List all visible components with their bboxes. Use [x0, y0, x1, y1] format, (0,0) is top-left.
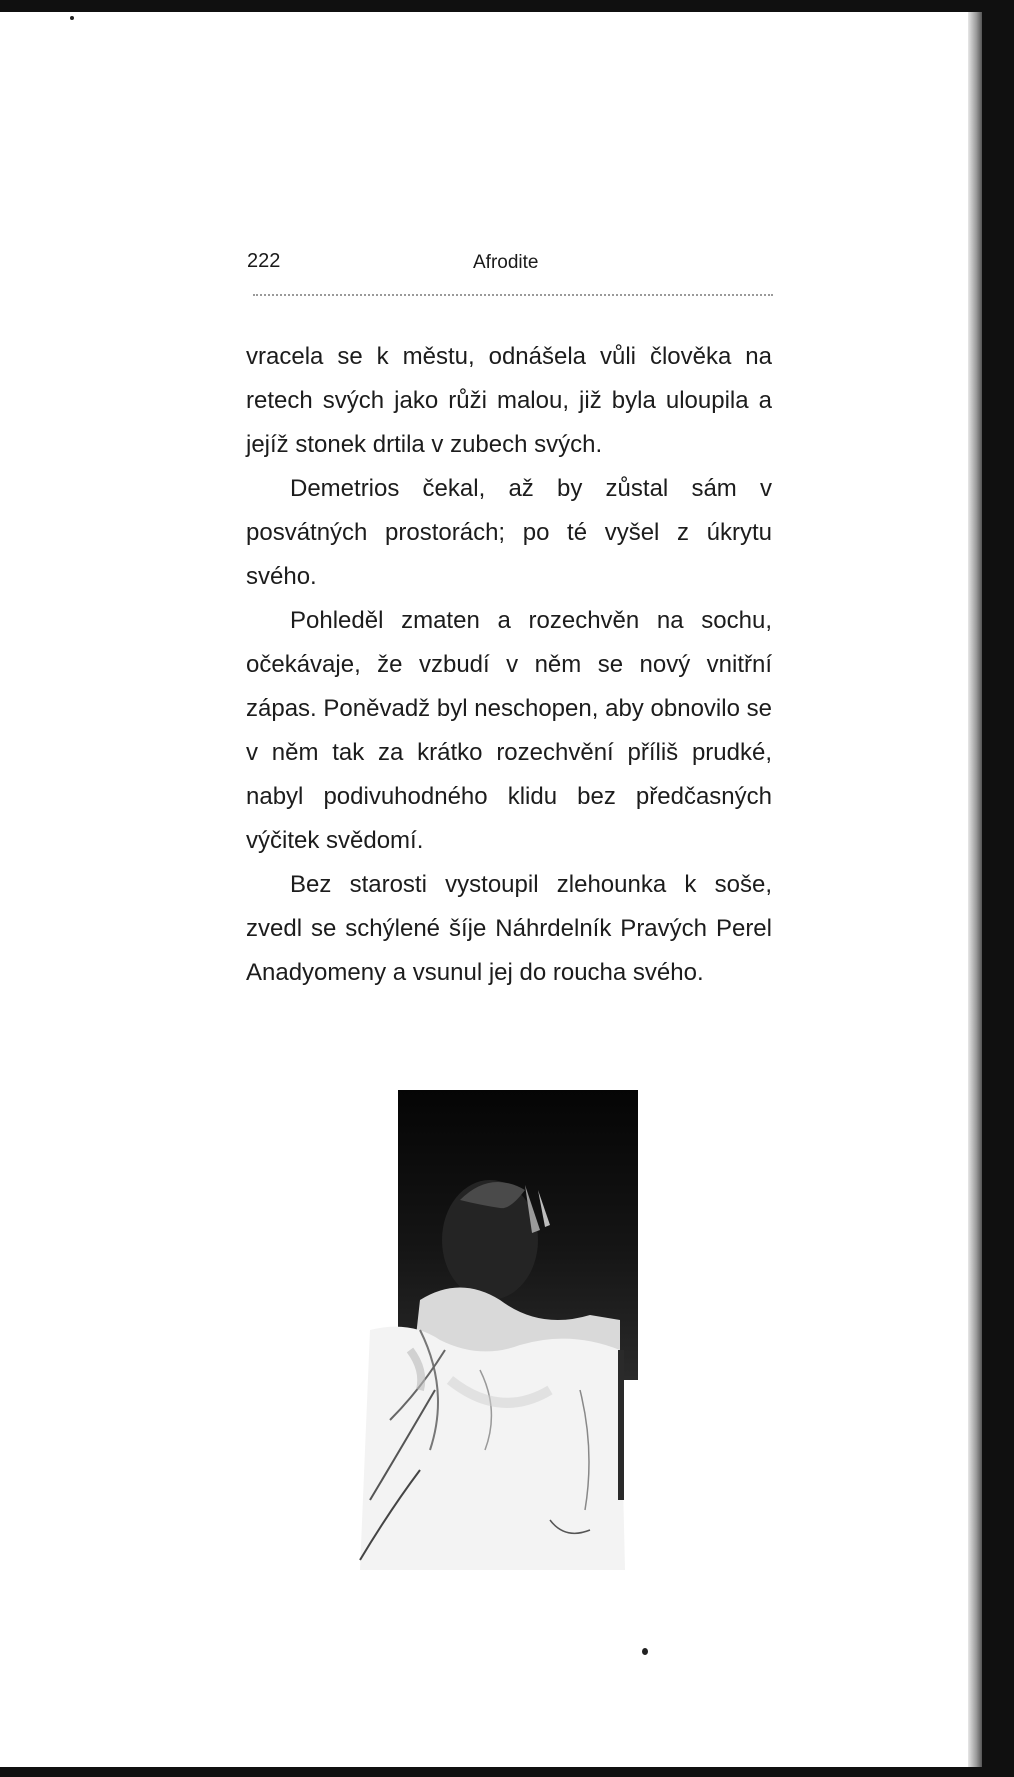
scan-speck [642, 1648, 648, 1655]
running-header [247, 246, 772, 276]
header-rule [253, 294, 773, 296]
book-page [0, 12, 982, 1767]
paragraph: Demetrios čekal, až by zůstal sám v posvátných prostorách; po té vyšel z úkrytu svého. [246, 475, 772, 590]
portrait-vignette [350, 1090, 645, 1570]
body-text [246, 335, 772, 995]
vignette-illustration [350, 1090, 645, 1570]
running-title: Afrodite [473, 252, 539, 273]
paragraph: Bez starosti vystoupil zlehounka k soše, zvedl se schýlené šíje Náhrdelník Pravých Perel Anadyomeny a vsunul jej do roucha svého. [246, 871, 772, 986]
paragraph: Pohleděl zmaten a rozechvěn na sochu, očekávaje, že vzbudí v něm se nový vnitřní zápas. Poněvadž byl neschopen, aby obnovilo se v něm tak za krátko rozechvění příliš prudké, nabyl podivuhodného klidu bez předčasných výčitek svědomí. [246, 607, 772, 854]
scan-speck [70, 16, 74, 20]
paragraph: vracela se k městu, odnášela vůli člověka na retech svých jako růži malou, již byla uloupila a jejíž stonek drtila v zubech svých. [246, 343, 772, 458]
page-edge-shadow [968, 12, 982, 1767]
page-number: 222 [247, 250, 281, 272]
